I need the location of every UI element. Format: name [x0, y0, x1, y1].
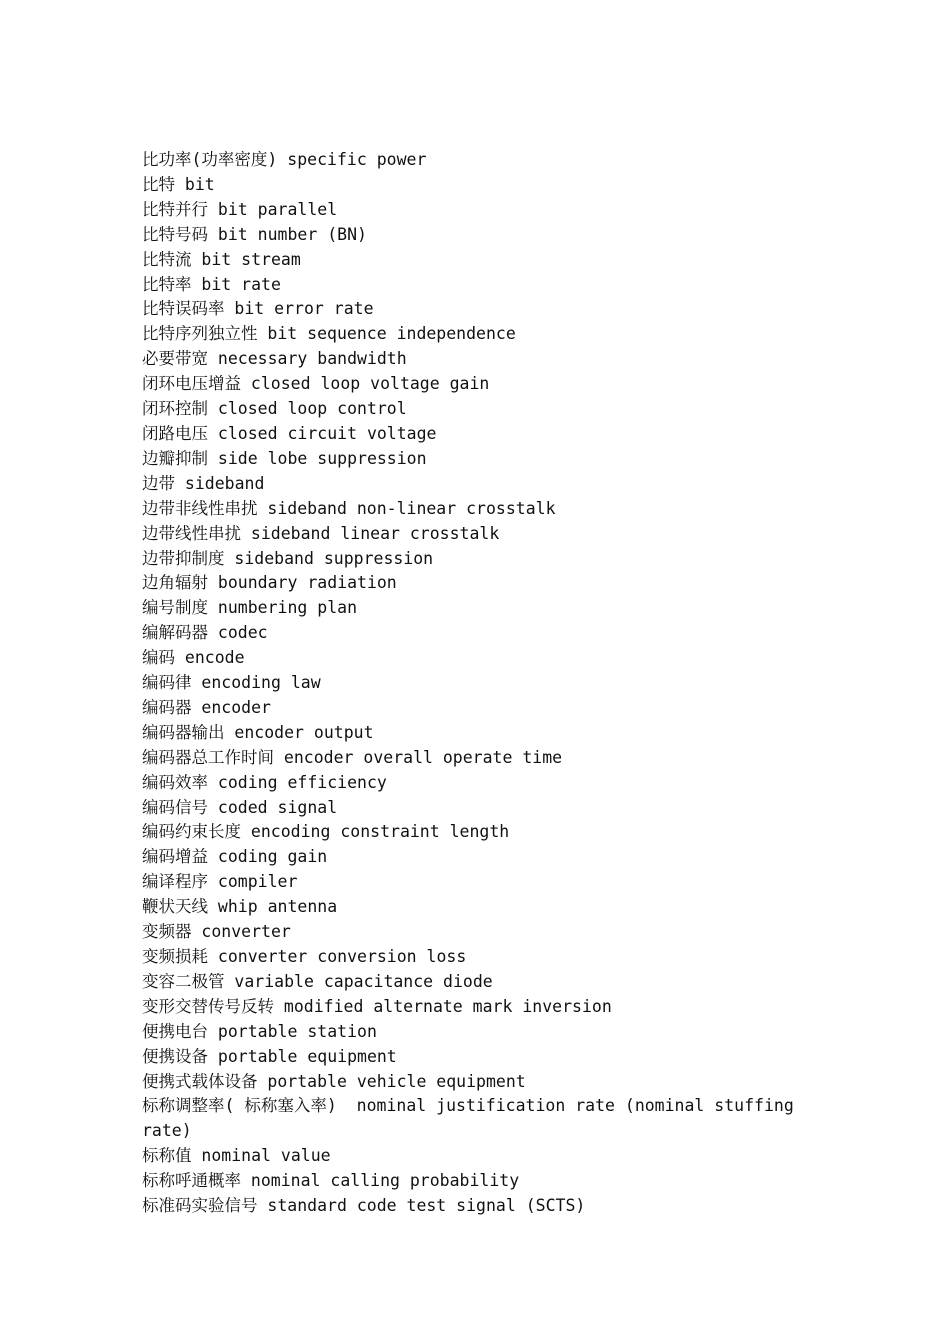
glossary-entry: 标准码实验信号 standard code test signal (SCTS) [142, 1196, 586, 1216]
glossary-entry: 闭环电压增益 closed loop voltage gain [142, 374, 490, 394]
glossary-entry: 变频损耗 converter conversion loss [142, 947, 467, 966]
glossary-entry: 比特率 bit rate [142, 274, 281, 294]
glossary-entry: 编码律 encoding law [142, 673, 321, 693]
glossary-entry: 编码信号 coded signal [142, 797, 338, 817]
glossary-entry: 标称调整率( 标称塞入率) nominal justification rate (nominal stuffing rate) [142, 1096, 804, 1141]
glossary-entry: 边带 sideband [142, 473, 265, 493]
glossary-entry: 比特误码率 bit error rate [142, 299, 374, 319]
glossary-entry: 编译程序 compiler [142, 872, 298, 892]
glossary-entry: 编码 encode [142, 648, 245, 668]
glossary-entry: 比功率(功率密度) specific power [142, 150, 427, 169]
glossary-entry: 便携电台 portable station [142, 1021, 377, 1041]
glossary-entry: 便携设备 portable equipment [142, 1046, 397, 1066]
glossary-entry: 比特序列独立性 bit sequence independence [142, 324, 516, 344]
glossary-entry: 鞭状天线 whip antenna [142, 897, 338, 917]
glossary-entry: 比特流 bit stream [142, 249, 301, 269]
glossary-entry: 标称值 nominal value [142, 1146, 331, 1166]
glossary-entry: 比特号码 bit number (BN) [142, 224, 367, 244]
glossary-entry: 边角辐射 boundary radiation [142, 573, 397, 593]
glossary-entry: 变频器 converter [142, 922, 291, 942]
glossary-entry: 必要带宽 necessary bandwidth [142, 349, 407, 369]
glossary-entry: 编码效率 coding efficiency [142, 772, 387, 792]
glossary-entry: 闭环控制 closed loop control [142, 399, 407, 419]
glossary-entry: 编码约束长度 encoding constraint length [142, 822, 510, 842]
glossary-entry: 边瓣抑制 side lobe suppression [142, 448, 427, 468]
glossary-entry: 编码器总工作时间 encoder overall operate time [142, 747, 563, 767]
glossary-entry: 编号制度 numbering plan [142, 598, 358, 618]
glossary-entry: 编码增益 coding gain [142, 847, 328, 867]
glossary-entry: 比特 bit [142, 174, 215, 194]
glossary-entry: 编码器输出 encoder output [142, 722, 374, 742]
glossary-entry: 边带非线性串扰 sideband non-linear crosstalk [142, 498, 556, 518]
glossary-entry: 便携式载体设备 portable vehicle equipment [142, 1071, 526, 1091]
glossary-entry: 边带线性串扰 sideband linear crosstalk [142, 523, 500, 543]
glossary-entry: 比特并行 bit parallel [142, 199, 338, 219]
glossary-page [142, 148, 812, 1219]
glossary-entry: 变容二极管 variable capacitance diode [142, 971, 493, 991]
glossary-entry: 边带抑制度 sideband suppression [142, 548, 434, 568]
glossary-entry: 闭路电压 closed circuit voltage [142, 423, 437, 443]
glossary-entry: 标称呼通概率 nominal calling probability [142, 1171, 520, 1191]
glossary-entry: 变形交替传号反转 modified alternate mark inversion [142, 996, 612, 1016]
glossary-entry: 编码器 encoder [142, 697, 271, 717]
glossary-entry: 编解码器 codec [142, 623, 268, 643]
